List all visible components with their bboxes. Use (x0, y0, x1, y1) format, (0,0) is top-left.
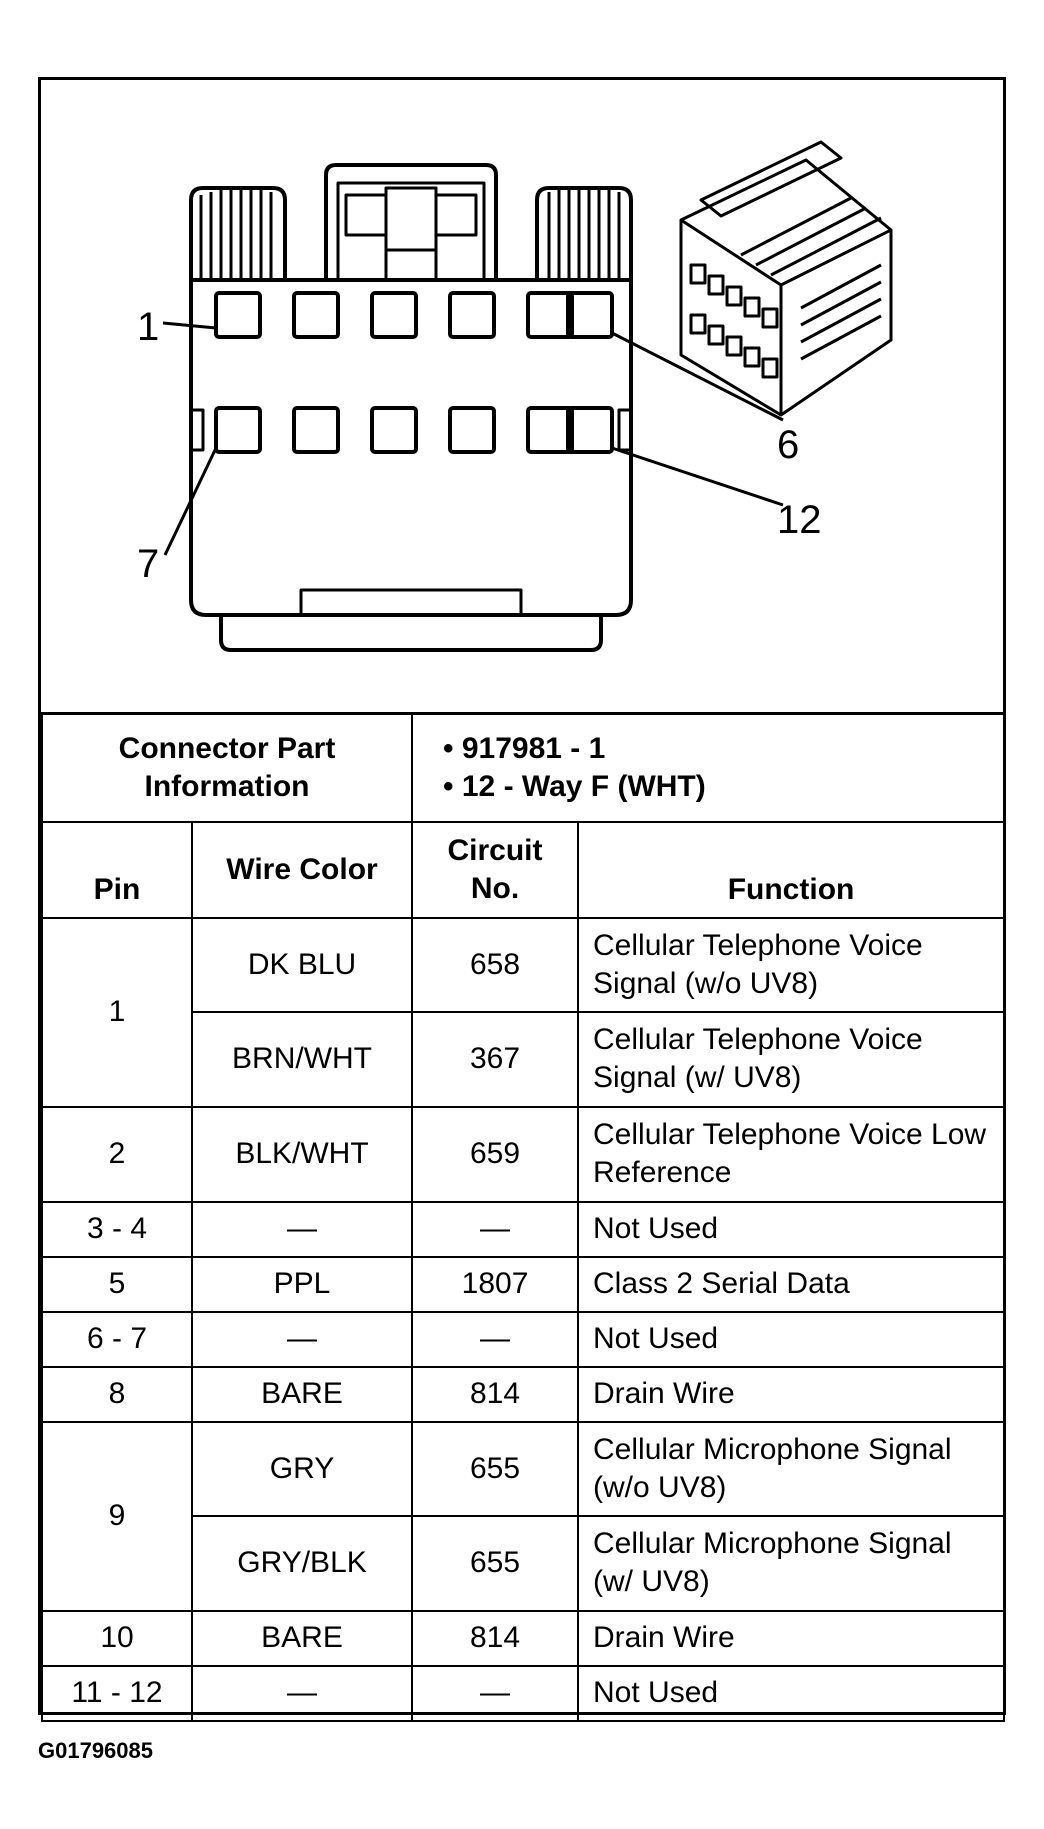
table-row (42, 1422, 1004, 1516)
right-rib-block (537, 188, 631, 280)
function-cell: Cellular Telephone Voice Signal (w/o UV8) (578, 918, 1004, 1012)
wire-color-cell: — (192, 1666, 412, 1721)
connector-type: • 12 - Way F (WHT) (443, 768, 993, 806)
callout-pin-7: 7 (137, 542, 160, 586)
function-cell: Not Used (578, 1312, 1004, 1367)
connector-figure-frame (38, 77, 1006, 1715)
pin-cell: 3 - 4 (42, 1202, 192, 1257)
latch-tab (346, 195, 386, 235)
connector-info-values (412, 714, 1004, 822)
pin-cell: 6 - 7 (42, 1312, 192, 1367)
table-row (42, 1367, 1004, 1422)
callout-pin-1: 1 (137, 305, 160, 349)
cavity-10 (450, 408, 494, 452)
function-cell: Cellular Microphone Signal (w/ UV8) (578, 1516, 1004, 1611)
table-row (42, 1202, 1004, 1257)
header-function: Function (578, 822, 1004, 918)
wire-color-cell: GRY (192, 1422, 412, 1516)
table-row (42, 918, 1004, 1012)
connector-info-label: Connector Part Information (42, 714, 412, 822)
pin-cell: 10 (42, 1611, 192, 1666)
table-row (42, 1666, 1004, 1721)
cavity-12 (568, 408, 612, 452)
figure-id: G01796085 (38, 1738, 153, 1763)
connector-body-outline (191, 280, 631, 615)
callout-pin-6: 6 (777, 423, 800, 467)
part-number: • 917981 - 1 (443, 730, 993, 768)
callout-pin-12: 12 (777, 498, 822, 542)
function-cell: Cellular Telephone Voice Signal (w/ UV8) (578, 1012, 1004, 1107)
cavity-6 (568, 293, 612, 337)
circuit-cell: — (412, 1202, 578, 1257)
connector-perspective-icon (681, 142, 891, 415)
function-cell: Cellular Microphone Signal (w/o UV8) (578, 1422, 1004, 1516)
cavity-4 (450, 293, 494, 337)
cavity-3 (372, 293, 416, 337)
circuit-cell: 1807 (412, 1257, 578, 1312)
header-row (42, 822, 1004, 918)
wire-color-cell: DK BLU (192, 918, 412, 1012)
header-circuit-no: Circuit No. (412, 822, 578, 918)
pin-cell: 1 (42, 918, 192, 1107)
header-pin: Pin (42, 822, 192, 918)
function-cell: Drain Wire (578, 1367, 1004, 1422)
pin-cell: 11 - 12 (42, 1666, 192, 1721)
circuit-cell: 814 (412, 1367, 578, 1422)
table-row (42, 1312, 1004, 1367)
connector-info-row (42, 714, 1004, 822)
cavity-2 (294, 293, 338, 337)
pin-cell: 8 (42, 1367, 192, 1422)
function-cell: Not Used (578, 1202, 1004, 1257)
circuit-cell: — (412, 1666, 578, 1721)
bottom-rail (221, 615, 601, 650)
table-row (42, 1257, 1004, 1312)
pin-cell: 5 (42, 1257, 192, 1312)
wire-color-cell: — (192, 1202, 412, 1257)
circuit-cell: — (412, 1312, 578, 1367)
circuit-cell: 367 (412, 1012, 578, 1107)
wire-color-cell: BARE (192, 1611, 412, 1666)
wire-color-cell: BARE (192, 1367, 412, 1422)
cavity-9 (372, 408, 416, 452)
cavity-5 (528, 293, 572, 337)
table-row (42, 1611, 1004, 1666)
circuit-cell: 658 (412, 918, 578, 1012)
wire-color-cell: — (192, 1312, 412, 1367)
function-cell: Class 2 Serial Data (578, 1257, 1004, 1312)
function-cell: Not Used (578, 1666, 1004, 1721)
pin-cell: 9 (42, 1422, 192, 1611)
wire-color-cell: GRY/BLK (192, 1516, 412, 1611)
table-row (42, 1107, 1004, 1202)
circuit-cell: 655 (412, 1422, 578, 1516)
wire-color-cell: BLK/WHT (192, 1107, 412, 1202)
connector-face-diagram (41, 80, 1003, 712)
circuit-cell: 659 (412, 1107, 578, 1202)
cavity-1 (216, 293, 260, 337)
header-wire-color: Wire Color (192, 822, 412, 918)
circuit-cell: 655 (412, 1516, 578, 1611)
function-cell: Cellular Telephone Voice Low Reference (578, 1107, 1004, 1202)
function-cell: Drain Wire (578, 1611, 1004, 1666)
pin-table (41, 712, 1005, 1722)
cavity-11 (528, 408, 572, 452)
cavity-7 (216, 408, 260, 452)
wire-color-cell: BRN/WHT (192, 1012, 412, 1107)
circuit-cell: 814 (412, 1611, 578, 1666)
pin-cell: 2 (42, 1107, 192, 1202)
cavity-8 (294, 408, 338, 452)
wire-color-cell: PPL (192, 1257, 412, 1312)
